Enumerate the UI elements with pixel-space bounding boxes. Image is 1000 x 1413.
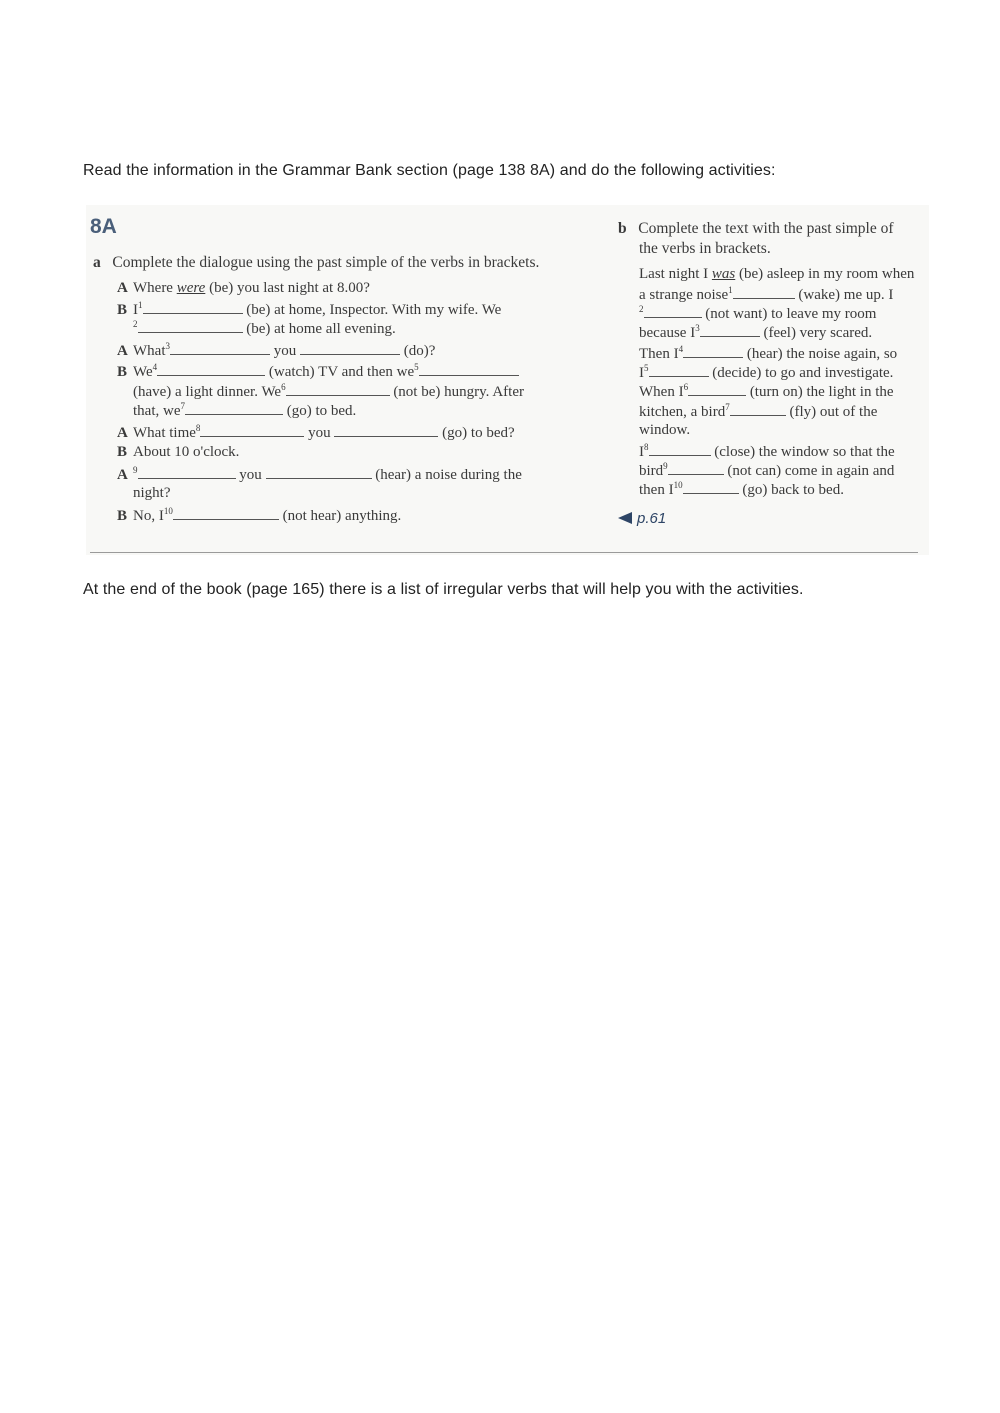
part-b-instruction-2: the verbs in brackets. — [639, 240, 771, 257]
blank-6[interactable] — [286, 383, 390, 396]
intro-instruction: Read the information in the Grammar Bank section (page 138 8A) and do the following activities: — [83, 162, 776, 179]
back-page-link[interactable]: p.61 — [618, 510, 666, 527]
text-line-6: $I^5$ (decide) to go and investigate. — [639, 363, 894, 381]
blank-3a[interactable] — [170, 342, 270, 355]
blank-1[interactable] — [143, 301, 243, 314]
blank-b6[interactable] — [688, 383, 746, 396]
section-divider — [90, 552, 918, 553]
text-line-7: When $I^6$ (turn on) the light in the — [639, 382, 894, 400]
blank-9b[interactable] — [266, 466, 372, 479]
text-line-12: then $I^{10}$ (go) back to bed. — [639, 480, 844, 498]
blank-b5[interactable] — [649, 364, 709, 377]
blank-7[interactable] — [185, 402, 283, 415]
back-arrow-icon — [618, 512, 632, 524]
blank-4[interactable] — [157, 363, 265, 376]
text-line-9: window. — [639, 422, 691, 438]
blank-b9[interactable] — [668, 462, 724, 475]
blank-2[interactable] — [138, 320, 243, 333]
blank-3b[interactable] — [300, 342, 400, 355]
blank-8b[interactable] — [334, 424, 438, 437]
blank-b7[interactable] — [730, 403, 786, 416]
blank-b3[interactable] — [700, 324, 760, 337]
dialogue-line-3: $^2$ (be) at home all evening. — [133, 319, 396, 337]
blank-b10[interactable] — [683, 481, 739, 494]
dialogue-line-2: B $I^1$ (be) at home, Inspector. With my wife. We — [117, 300, 502, 318]
dialogue-line-8: A What time$^8$ you (go) to bed? — [117, 423, 515, 441]
text-line-10: $I^8$ (close) the window so that the — [639, 442, 895, 460]
blank-5[interactable] — [419, 363, 519, 376]
dialogue-line-1: A Where were (be) you last night at 8.00? — [117, 280, 370, 296]
dialogue-line-10: A $^9$ you (hear) a noise during the — [117, 465, 522, 483]
dialogue-line-4: A What$^3$ you (do)? — [117, 341, 436, 359]
dialogue-line-5: B We$^4$ (watch) TV and then $we^5$ — [117, 363, 519, 381]
blank-b2[interactable] — [644, 305, 702, 318]
blank-b1[interactable] — [733, 286, 795, 299]
part-a-instruction: a Complete the dialogue using the past simple of the verbs in brackets. — [93, 254, 540, 271]
dialogue-line-11: night? — [133, 485, 171, 501]
unit-heading: 8A — [90, 215, 117, 238]
blank-b8[interactable] — [649, 443, 711, 456]
blank-b4[interactable] — [683, 345, 743, 358]
text-line-3: $^2$ (not want) to leave my room — [639, 304, 877, 322]
irregular-verbs-note: At the end of the book (page 165) there is a list of irregular verbs that will help you with the activities. — [83, 581, 804, 598]
dialogue-line-12: B No, $I^{10}$ (not hear) anything. — [117, 506, 402, 524]
text-line-4: because $I^3$ (feel) very scared. — [639, 323, 873, 341]
text-line-5: Then $I^4$ (hear) the noise again, so — [639, 344, 898, 362]
dialogue-line-7: that, $we^7$ (go) to bed. — [133, 401, 357, 419]
text-line-8: kitchen, a bird$^7$ (fly) out of the — [639, 402, 878, 420]
text-line-2: a strange noise$^1$ (wake) me up. I — [639, 285, 894, 303]
blank-10[interactable] — [173, 507, 279, 520]
text-line-11: bird$^9$ (not can) come in again and — [639, 461, 895, 479]
dialogue-line-9: B About 10 o'clock. — [117, 444, 240, 460]
blank-9a[interactable] — [138, 466, 236, 479]
text-line-1: Last night I was (be) asleep in my room when — [639, 266, 915, 282]
part-b-instruction-1: b Complete the text with the past simple of — [618, 220, 894, 237]
dialogue-line-6: (have) a light dinner. We$^6$ (not be) hungry. After — [133, 382, 524, 400]
blank-8a[interactable] — [200, 424, 304, 437]
